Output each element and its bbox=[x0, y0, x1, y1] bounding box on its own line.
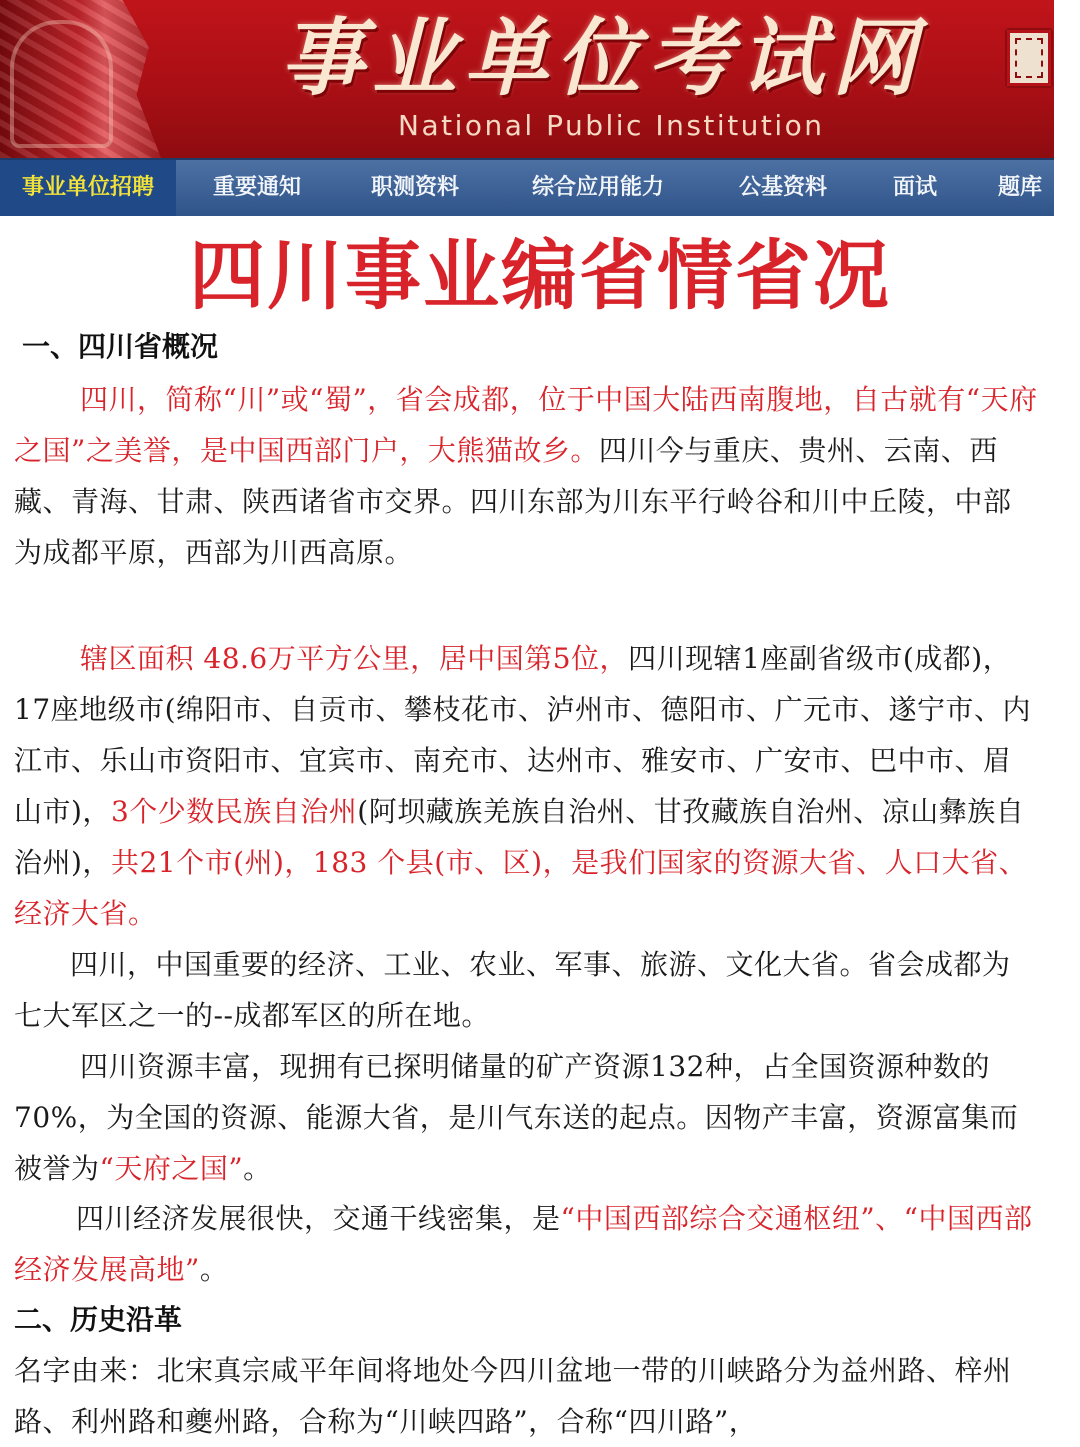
nav-item-comprehensive-ability[interactable]: 综合应用能力 bbox=[531, 175, 664, 200]
site-logo-subtitle: National Public Institution bbox=[398, 109, 825, 142]
highlight-text: 3个少数民族自治州 bbox=[110, 795, 358, 828]
section-heading-overview: 一、四川省概况 bbox=[22, 330, 219, 363]
paragraph-economy-military: 四川，中国重要的经济、工业、农业、军事、旅游、文化大省。省会成都为七大军区之一的--成都军区的所在地。 bbox=[14, 948, 1011, 1032]
body-text: 四川资源丰富，现拥有已探明储量的矿产资源132种，占全国资源种数的70%，为全国的资源、能源大省，是川气东送的起点。因物产丰富，资源富集而被誉为 bbox=[14, 1050, 1019, 1185]
highlight-text: “中国西部综合交通枢纽”、“中国西部经济发展高地” bbox=[14, 1202, 1033, 1286]
section-heading-history: 二、历史沿革 bbox=[14, 1303, 183, 1336]
nav-item-notices[interactable]: 重要通知 bbox=[212, 175, 301, 200]
paragraph-transport bbox=[14, 1193, 1038, 1295]
body-text: 四川现辖1座副省级市(成都)，17座地级市(绵阳市、自贡市、攀枝花市、泸州市、德阳市、广元市、遂宁市、内江市、乐山市资阳市、宜宾市、南充市、达州市、雅安市、广安市、巴中市、眉山市)， bbox=[14, 642, 1032, 828]
body-text: (阿坝藏族羌族自治州、甘孜藏族自治州、凉山彝族自治州)， bbox=[14, 795, 1025, 879]
nav-item-public-basics[interactable]: 公基资料 bbox=[738, 175, 827, 200]
site-banner bbox=[0, 0, 1054, 158]
pillar-ornament bbox=[10, 20, 113, 148]
body-text: 。 bbox=[199, 1253, 229, 1286]
article-title: 四川事业编省情省况 bbox=[189, 231, 891, 320]
highlight-text: “天府之国” bbox=[99, 1152, 244, 1185]
nav-item-interview[interactable]: 面试 bbox=[892, 175, 937, 200]
nav-item-recruitment[interactable]: 事业单位招聘 bbox=[0, 160, 176, 216]
seal-stamp-icon bbox=[1005, 28, 1053, 88]
nav-item-question-bank[interactable]: 题库 bbox=[997, 175, 1042, 200]
paragraph-name-origin: 名字由来：北宋真宗咸平年间将地处今四川盆地一带的川峡路分为益州路、梓州路、利州路和夔州路，合称为“川峡四路”，合称“四川路”， bbox=[14, 1354, 1012, 1438]
nav-item-aptitude-materials[interactable]: 职测资料 bbox=[370, 175, 459, 200]
highlight-text: 辖区面积 48.6万平方公里，居中国第5位， bbox=[80, 642, 629, 675]
paragraph-administration bbox=[14, 633, 1038, 939]
highlight-text: 四川，简称“川”或“蜀”，省会成都，位于中国大陆西南腹地，自古就有“天府之国”之美誉，是中国西部门户，大熊猫故乡。 bbox=[14, 383, 1038, 467]
huabiao-pillar-decoration bbox=[0, 0, 175, 158]
highlight-text: 共21个市(州)，183 个县(市、区)，是我们国家的资源大省、人口大省、经济大省。 bbox=[14, 846, 1028, 930]
paragraph-resources bbox=[14, 1041, 1038, 1194]
main-nav bbox=[0, 158, 1054, 216]
body-text: 四川今与重庆、贵州、云南、西藏、青海、甘肃、陕西诸省市交界。四川东部为川东平行岭谷和川中丘陵，中部为成都平原，西部为川西高原。 bbox=[14, 434, 1012, 569]
paragraph-intro bbox=[14, 374, 1038, 578]
site-logo-title[interactable]: 事业单位考试网 bbox=[280, 8, 925, 107]
body-text: 。 bbox=[243, 1152, 272, 1185]
body-text: 四川经济发展很快，交通干线密集，是 bbox=[76, 1202, 561, 1235]
